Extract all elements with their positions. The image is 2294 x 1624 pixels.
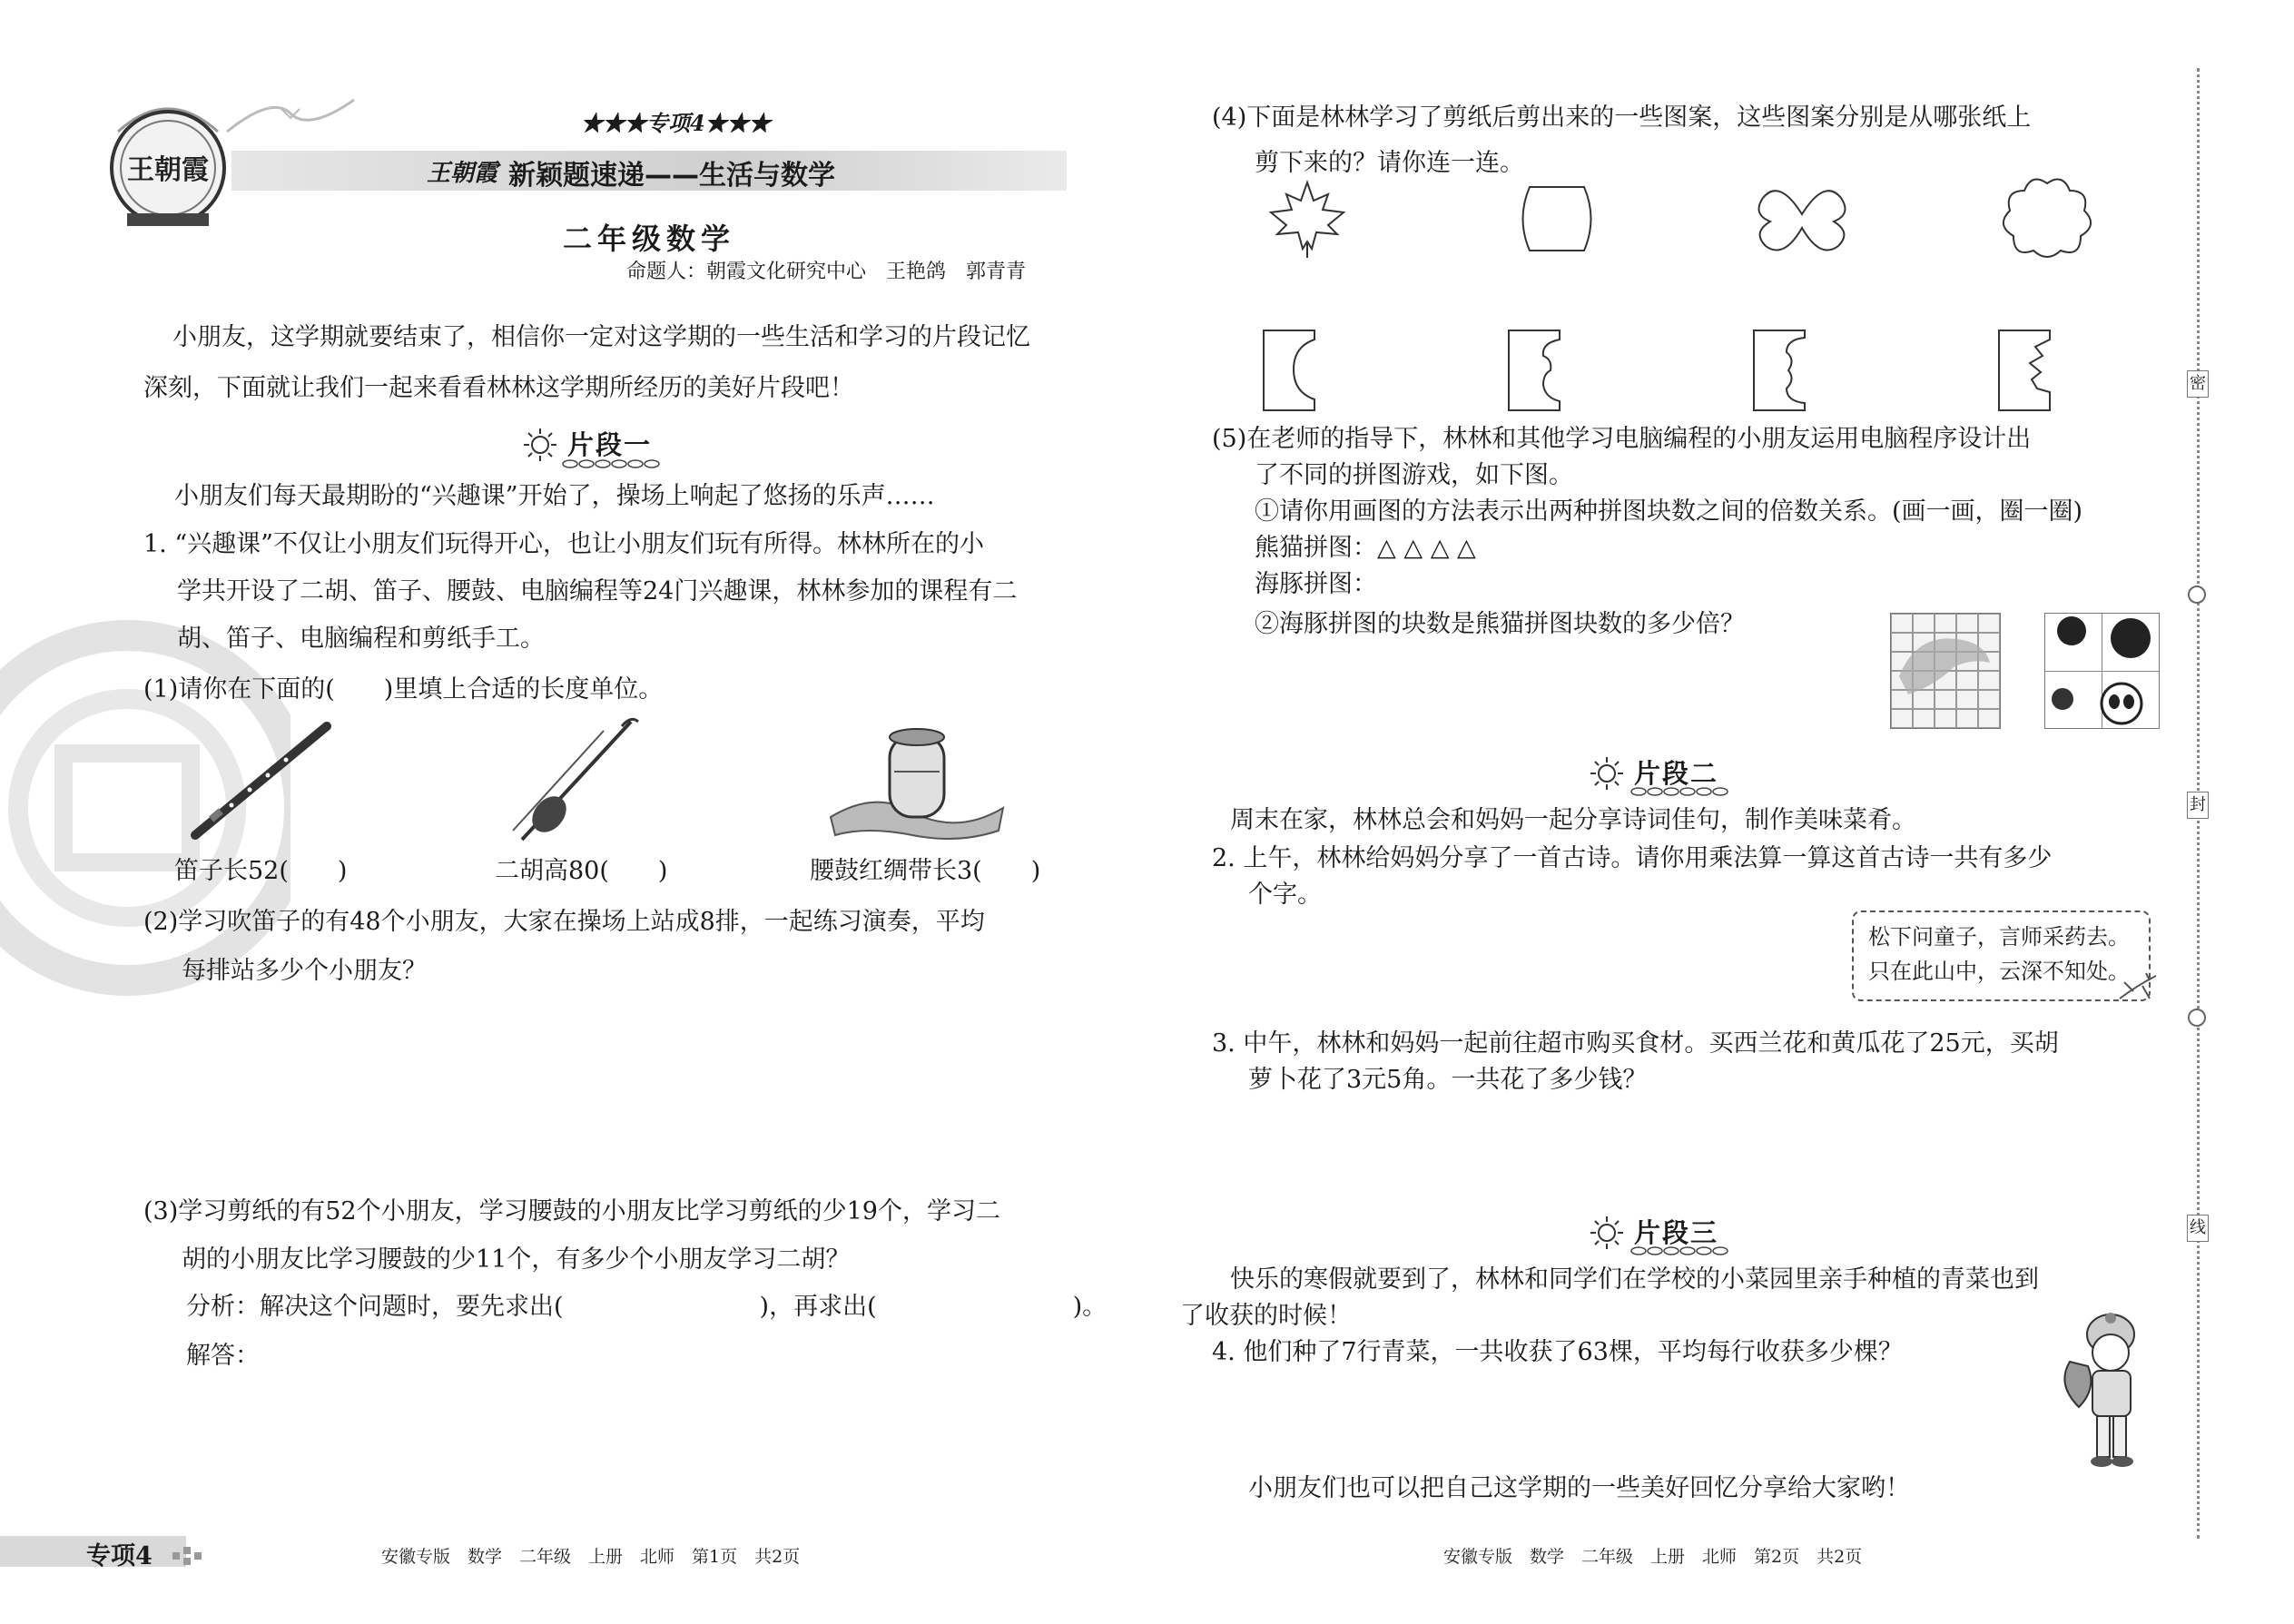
- stars-label: ★★★专项4★★★: [581, 110, 771, 136]
- ribbon-decoration-icon: [218, 91, 363, 145]
- q1-part1: (1)请你在下面的( )里填上合适的长度单位。: [143, 675, 664, 704]
- right-footer-info: 安徽专版 数学 二年级 上册 北师 第2页 共2页: [1443, 1547, 1863, 1567]
- footer-tag: 专项4: [86, 1542, 153, 1570]
- q3-line-2: 萝卜花了3元5角。一共花了多少钱？: [1248, 1066, 1648, 1094]
- butterfly-pattern-icon: [1752, 178, 1852, 260]
- q5-line-1: (5)在老师的指导下，林林和其他学习电脑编程的小朋友运用电脑程序设计出: [1212, 425, 2032, 453]
- child-with-vegetables-icon: [2052, 1307, 2161, 1471]
- q1-line-1: 1. “兴趣课”不仅让小朋友们玩得开心，也让小朋友们玩有所得。林林所在的小: [143, 530, 984, 558]
- section1-intro: 小朋友们每天最期盼的“兴趣课”开始了，操场上响起了悠扬的乐声……: [174, 482, 935, 510]
- poem-line-2: 只在此山中，云深不知处。: [1868, 959, 2130, 984]
- q4b-question: 4. 他们种了7行青菜，一共收获了63棵，平均每行收获多少棵？: [1212, 1338, 1903, 1366]
- panda-label: 熊猫拼图：△ △ △ △: [1255, 534, 1476, 562]
- footer-blocks-icon: [172, 1547, 209, 1565]
- section2-intro: 周末在家，林林总会和妈妈一起分享诗词佳句，制作美味菜肴。: [1230, 806, 1916, 834]
- section2-underline-icon: [1629, 786, 1729, 797]
- margin-circle-icon: [2185, 583, 2209, 606]
- margin-circle-icon: [2185, 1006, 2209, 1029]
- q4-line-1: (4)下面是林林学习了剪纸后剪出来的一些图案，这些图案分别是从哪张纸上: [1212, 103, 2032, 132]
- panda-icon: [2044, 613, 2158, 727]
- poem-line-1: 松下问童子，言师采药去。: [1868, 924, 2130, 950]
- q1-line-2: 学共开设了二胡、笛子、腰鼓、电脑编程等24门兴趣课，林林参加的课程有二: [177, 577, 1018, 605]
- section3-intro-line-2: 了收获的时候！: [1180, 1302, 1352, 1330]
- q5-part1: ①请你用画图的方法表示出两种拼图块数之间的倍数关系。(画一画，圈一圈): [1255, 497, 2083, 526]
- flute-item: 笛子长52( ): [174, 857, 348, 885]
- q2-line-1: 2. 上午，林林给妈妈分享了一首古诗。请你用乘法算一算这首古诗一共有多少: [1212, 844, 2053, 872]
- q5-line-2: 了不同的拼图游戏，如下图。: [1255, 461, 1573, 489]
- q1-part3-answer: 解答：: [186, 1342, 260, 1370]
- section1-underline-icon: [561, 458, 661, 469]
- q3-line-1: 3. 中午，林林和妈妈一起前往超市购买食材。买西兰花和黄瓜花了25元，买胡: [1212, 1029, 2059, 1058]
- q1-part2-line-1: (2)学习吹笛子的有48个小朋友，大家在操场上站成8排，一起练习演奏，平均: [143, 908, 985, 936]
- folded-paper-d-icon: [1997, 329, 2052, 412]
- section3-intro-line-1: 快乐的寒假就要到了，林林和同学们在学校的小菜园里亲手种植的青菜也到: [1230, 1265, 2039, 1294]
- q4-line-2: 剪下来的？请你连一连。: [1255, 149, 1524, 177]
- section2-title: 片段二: [1634, 758, 1719, 789]
- left-footer-info: 安徽专版 数学 二年级 上册 北师 第1页 共2页: [381, 1547, 801, 1567]
- maple-leaf-pattern-icon: [1257, 178, 1357, 260]
- folded-paper-c-icon: [1752, 329, 1807, 412]
- waist-drum-icon: [822, 717, 1012, 844]
- jar-pattern-icon: [1507, 178, 1607, 260]
- q2-line-2: 个字。: [1248, 881, 1322, 909]
- margin-mark-close: 封: [2187, 792, 2209, 819]
- q1-part2-line-2: 每排站多少个小朋友？: [182, 957, 427, 985]
- closing-text: 小朋友们也可以把自己这学期的一些美好回忆分享给大家哟！: [1248, 1474, 1910, 1502]
- folded-paper-b-icon: [1507, 329, 1561, 412]
- flower-pattern-icon: [1997, 172, 2097, 263]
- subject-title: 二年级数学: [563, 221, 736, 256]
- banner-title: 新颖题速递——生活与数学: [508, 160, 835, 192]
- section3-underline-icon: [1629, 1245, 1729, 1256]
- flute-icon: [177, 717, 340, 844]
- authors: 命题人：朝霞文化研究中心 王艳鸽 郭青青: [626, 261, 1027, 283]
- section1-title: 片段一: [567, 429, 653, 460]
- folded-paper-a-icon: [1262, 329, 1316, 412]
- q1-part3-analysis: 分析：解决这个问题时，要先求出( )，再求出( )。: [186, 1293, 1108, 1321]
- q1-part3-line-1: (3)学习剪纸的有52个小朋友，学习腰鼓的小朋友比学习剪纸的少19个，学习二: [143, 1197, 1000, 1225]
- intro-line-1: 小朋友，这学期就要结束了，相信你一定对这学期的一些生活和学习的片段记忆: [172, 323, 1030, 351]
- svg-text:王朝霞: 王朝霞: [127, 154, 209, 186]
- sun-icon: [1589, 755, 1625, 792]
- erhu-icon: [495, 713, 649, 849]
- dolphin-icon: [1890, 613, 1999, 727]
- margin-mark-seal: 密: [2187, 370, 2209, 398]
- q1-line-3: 胡、笛子、电脑编程和剪纸手工。: [177, 625, 545, 653]
- q5-part2: ②海豚拼图的块数是熊猫拼图块数的多少倍？: [1255, 610, 1745, 638]
- intro-line-2: 深刻，下面就让我们一起来看看林林这学期所经历的美好片段吧！: [143, 374, 854, 402]
- q1-part3-line-2: 胡的小朋友比学习腰鼓的少11个，有多少个小朋友学习二胡？: [182, 1245, 851, 1274]
- dolphin-label: 海豚拼图：: [1255, 570, 1377, 598]
- brand-logo-icon: [100, 95, 236, 231]
- sun-icon: [1589, 1215, 1625, 1251]
- drum-item: 腰鼓红绸带长3( ): [810, 857, 1041, 885]
- sun-icon: [522, 427, 558, 463]
- bamboo-sprig-icon: [2115, 971, 2161, 1008]
- section3-title: 片段三: [1634, 1217, 1719, 1248]
- erhu-item: 二胡高80( ): [495, 857, 668, 885]
- banner-brand: 王朝霞: [427, 160, 498, 187]
- margin-mark-line: 线: [2187, 1215, 2209, 1242]
